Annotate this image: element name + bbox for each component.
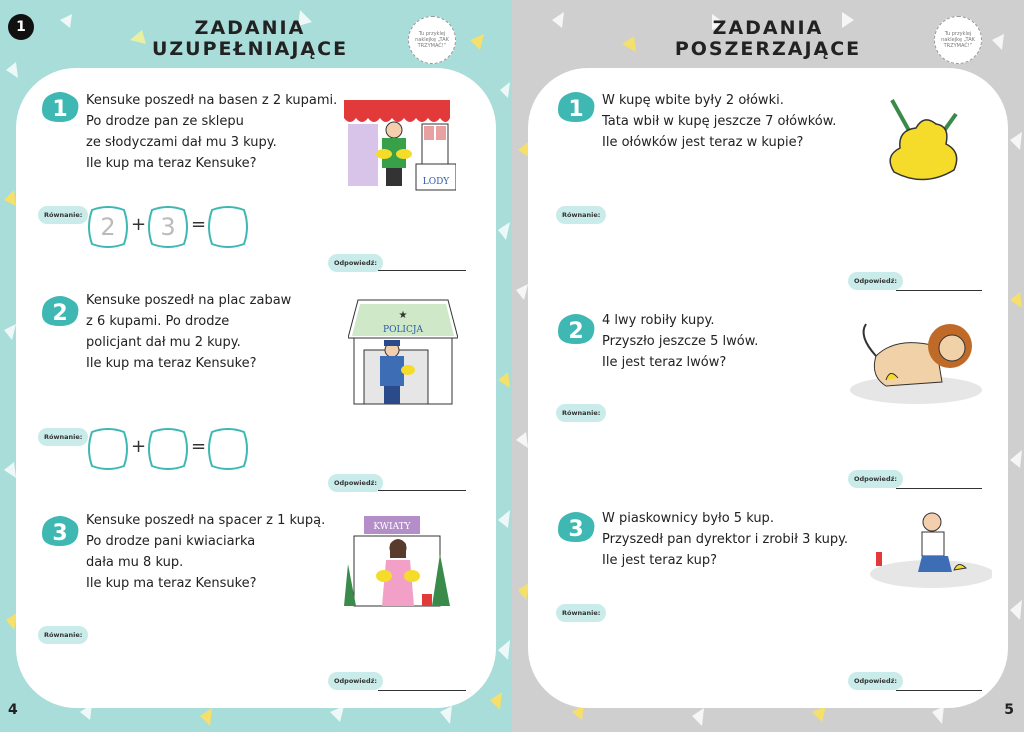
task-2-text: 4 lwy robiły kupy. Przyszło jeszcze 5 lwów. Ile jest teraz lwów? (602, 313, 759, 370)
lion-illustration (846, 316, 982, 408)
flower-shop-sign: KWIATY (373, 522, 411, 532)
answer-label-3: Odpowiedź: (848, 672, 903, 690)
shop-sign: LODY (422, 177, 450, 187)
equation-box-2c[interactable] (208, 428, 248, 470)
task-3-text: Kensuke poszedł na spacer z 1 kupą. Po drodze pani kwiaciarka dała mu 8 kup. Ile kup ma teraz Kensuke? (86, 513, 326, 591)
svg-text:2: 2 (52, 301, 68, 326)
answer-label-3: Odpowiedź: (328, 672, 383, 690)
right-page (512, 0, 1024, 732)
equation-label-3: Równanie: (38, 626, 88, 644)
answer-label-1: Odpowiedź: (328, 254, 383, 272)
svg-text:1: 1 (568, 97, 584, 122)
svg-text:3: 3 (568, 517, 584, 542)
task-number-badge-3 (40, 514, 80, 548)
task-number-badge-1 (556, 90, 596, 124)
task-number-badge-2 (556, 312, 596, 346)
svg-text:3: 3 (52, 521, 68, 546)
task-number-badge-2 (40, 294, 80, 328)
page-number: 4 (8, 702, 18, 718)
svg-text:2: 2 (568, 319, 584, 344)
answer-line-2[interactable] (896, 488, 982, 489)
equation-label-2: Równanie: (556, 404, 606, 422)
shop-illustration (344, 96, 456, 192)
answer-line-3[interactable] (378, 690, 466, 691)
task-number-badge-1 (40, 90, 80, 124)
title-line-1: ZADANIA (194, 17, 306, 39)
answer-label-1: Odpowiedź: (848, 272, 903, 290)
equation-box-1c[interactable] (208, 206, 248, 248)
title-line-2: UZUPEŁNIAJĄCE (151, 38, 349, 60)
equals-sign-1: = (191, 214, 207, 235)
equation-label-2: Równanie: (38, 428, 88, 446)
sticker-placeholder: Tu przyklej naklejkę „TAK TRZYMAĆ!” (934, 16, 982, 64)
flower-shop-illustration (340, 514, 454, 610)
section-number-badge: 1 (8, 14, 34, 40)
answer-label-2: Odpowiedź: (328, 474, 383, 492)
police-station-illustration (348, 298, 458, 408)
poop-with-pencils-illustration (884, 96, 964, 186)
svg-text:1: 1 (52, 97, 68, 122)
equals-sign-2: = (191, 436, 207, 457)
task-number-badge-3 (556, 510, 596, 544)
sticker-placeholder: Tu przyklej naklejkę „TAK TRZYMAĆ!” (408, 16, 456, 64)
task-1-text: W kupę wbite były 2 ołówki. Tata wbił w kupę jeszcze 7 ołówków. Ile ołówków jest teraz w kupie? (602, 93, 837, 150)
task-1-text: Kensuke poszedł na basen z 2 kupami. Po drodze pan ze sklepu ze słodyczami dał mu 3 kupy. Ile kup ma teraz Kensuke? (86, 93, 338, 171)
equation-label-3: Równanie: (556, 604, 606, 622)
task-2-text: Kensuke poszedł na plac zabaw z 6 kupami. Po drodze policjant dał mu 2 kupy. Ile kup ma teraz Kensuke? (86, 293, 292, 371)
answer-line-3[interactable] (896, 690, 982, 691)
title-line-2: POSZERZAJĄCE (674, 38, 862, 60)
answer-line-2[interactable] (378, 490, 466, 491)
equation-value-1a: 2 (100, 213, 116, 241)
task-3-text: W piaskownicy było 5 kup. Przyszedł pan dyrektor i zrobił 3 kupy. Ile jest teraz kup? (602, 511, 849, 568)
answer-label-2: Odpowiedź: (848, 470, 903, 488)
equation-box-2b[interactable] (148, 428, 188, 470)
equation-value-1b: 3 (160, 213, 176, 241)
equation-label-1: Równanie: (556, 206, 606, 224)
police-sign: POLICJA (383, 325, 423, 335)
svg-text:★: ★ (398, 310, 408, 321)
director-illustration (862, 508, 992, 594)
plus-sign-2: + (131, 436, 147, 457)
answer-line-1[interactable] (896, 290, 982, 291)
title-line-1: ZADANIA (712, 17, 824, 39)
answer-line-1[interactable] (378, 270, 466, 271)
equation-label-1: Równanie: (38, 206, 88, 224)
equation-box-2a[interactable] (88, 428, 128, 470)
plus-sign-1: + (131, 214, 147, 235)
page-number: 5 (1004, 702, 1014, 718)
